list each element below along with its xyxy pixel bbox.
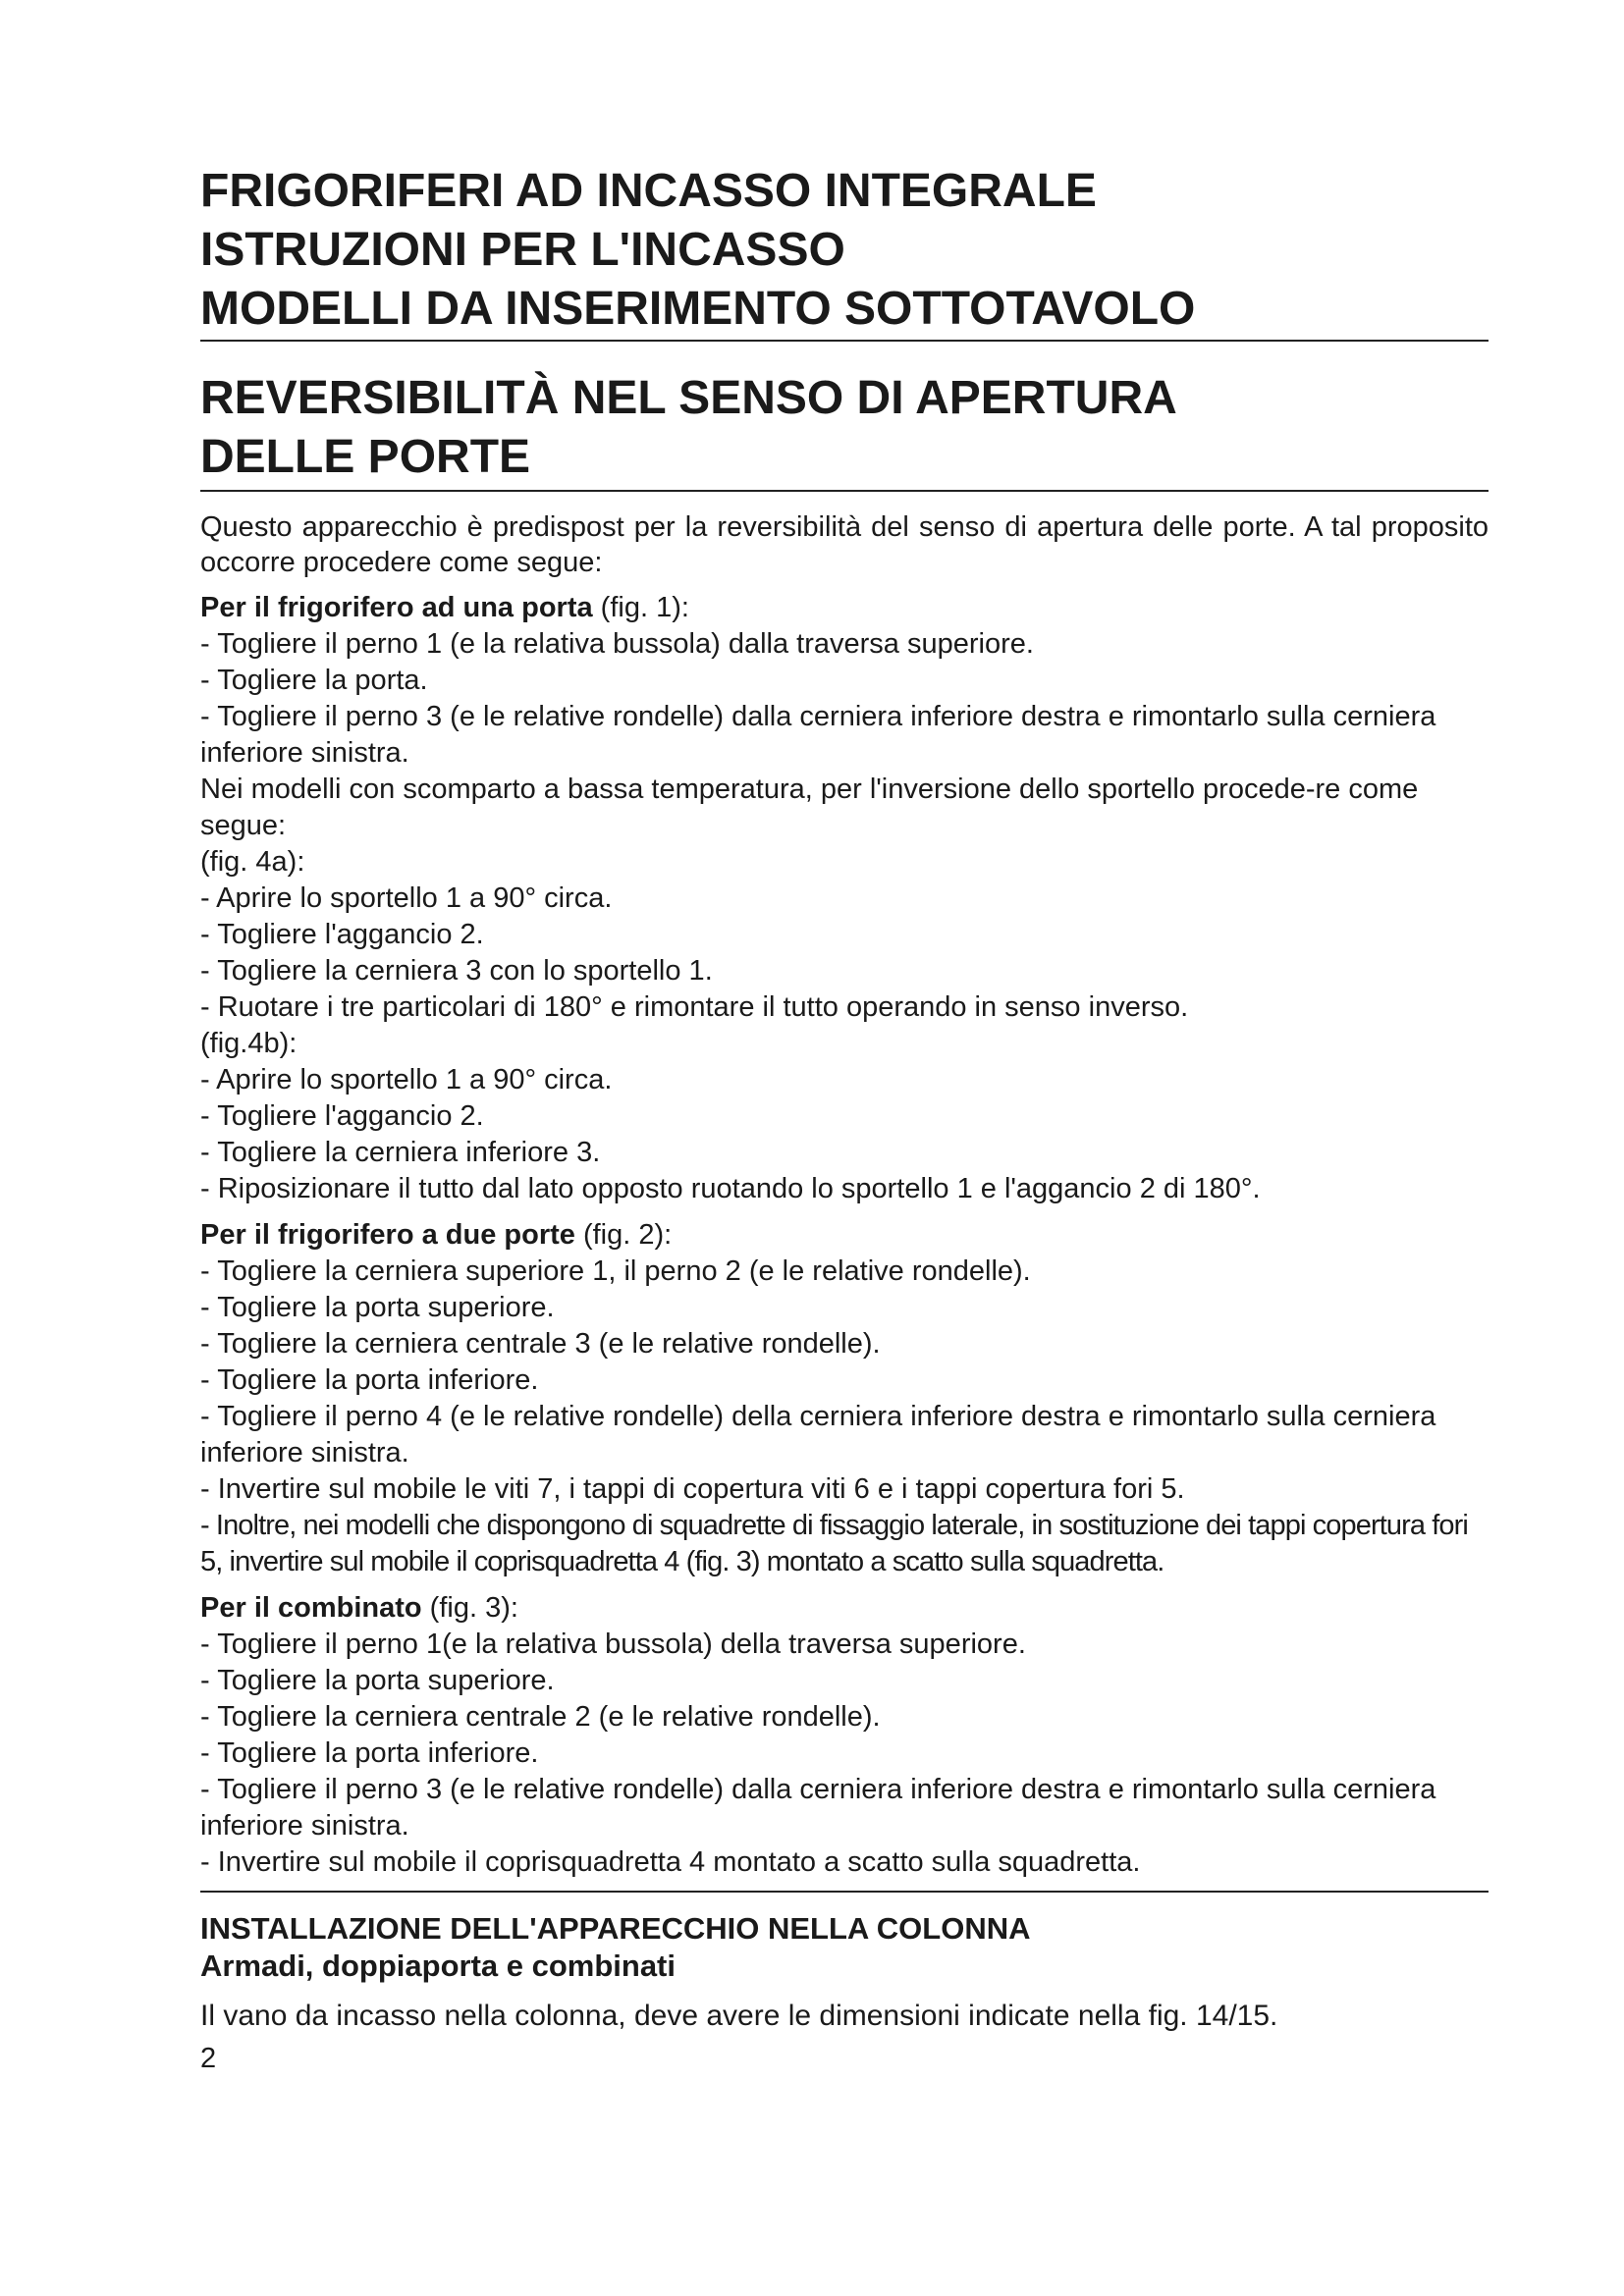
section-heading-ref: (fig. 1): xyxy=(592,592,689,623)
instruction-line: - Riposizionare il tutto dal lato opposto ruotando lo sportello 1 e l'aggancio 2 di 180°. xyxy=(200,1173,1261,1204)
title-line: MODELLI DA INSERIMENTO SOTTOTAVOLO xyxy=(200,283,1196,335)
section-title xyxy=(200,369,1489,487)
instruction-line: - Togliere il perno 1(e la relativa bussola) della traversa superiore. xyxy=(200,1629,1026,1660)
installation-divider xyxy=(200,1891,1489,1893)
section-heading-ref: (fig. 3): xyxy=(421,1592,518,1624)
instruction-line: - Togliere la porta inferiore. xyxy=(200,1737,539,1769)
section-heading-ref: (fig. 2): xyxy=(574,1219,673,1251)
instruction-line: - Togliere il perno 3 (e le relative rondelle) dalla cerniera inferiore destra e rimontarlo sulla cerniera inferiore sinistra. xyxy=(200,701,1436,769)
instruction-line: - Togliere la porta inferiore. xyxy=(200,1364,539,1396)
document-page xyxy=(200,162,1489,2075)
instruction-line: - Togliere il perno 3 (e le relative rondelle) dalla cerniera inferiore destra e rimontarlo sulla cerniera inferiore sinistra. xyxy=(200,1774,1436,1842)
section-two-doors xyxy=(200,1217,1489,1580)
instruction-line: - Togliere l'aggancio 2. xyxy=(200,1100,484,1132)
instruction-line: - Togliere la cerniera centrale 3 (e le relative rondelle). xyxy=(200,1328,881,1360)
instruction-line: (fig.4b): xyxy=(200,1028,298,1059)
instruction-line: - Togliere la porta. xyxy=(200,665,428,696)
instruction-line: - Togliere la porta superiore. xyxy=(200,1665,555,1696)
title-line: FRIGORIFERI AD INCASSO INTEGRALE xyxy=(200,165,1097,217)
instruction-line: - Togliere l'aggancio 2. xyxy=(200,919,484,950)
document-title xyxy=(200,162,1489,339)
instruction-line: - Togliere la cerniera 3 con lo sportello 1. xyxy=(200,955,713,987)
instruction-line: - Aprire lo sportello 1 a 90° circa. xyxy=(200,882,613,914)
instruction-line: - Ruotare i tre particolari di 180° e rimontare il tutto operando in senso inverso. xyxy=(200,991,1189,1023)
instruction-line: - Invertire sul mobile il coprisquadretta 4 montato a scatto sulla squadretta. xyxy=(200,1846,1141,1878)
page-number: 2 xyxy=(200,2043,217,2074)
section-title-line: REVERSIBILITÀ NEL SENSO DI APERTURA xyxy=(200,372,1177,424)
instruction-line: - Togliere il perno 1 (e la relativa bussola) dalla traversa superiore. xyxy=(200,628,1034,660)
instruction-line: - Invertire sul mobile le viti 7, i tappi di copertura viti 6 e i tappi copertura fori 5. xyxy=(200,1473,1185,1505)
section-divider xyxy=(200,490,1489,492)
instruction-line: - Togliere il perno 4 (e le relative rondelle) della cerniera inferiore destra e rimontarlo sulla cerniera inferiore sinistra. xyxy=(200,1401,1436,1468)
section-heading-bold: Per il combinato xyxy=(200,1592,422,1624)
title-line: ISTRUZIONI PER L'INCASSO xyxy=(200,224,845,276)
instruction-line: - Togliere la cerniera inferiore 3. xyxy=(200,1137,601,1168)
section-heading xyxy=(200,1217,1489,1254)
instruction-line: - Togliere la cerniera centrale 2 (e le relative rondelle). xyxy=(200,1701,881,1733)
section-one-door xyxy=(200,590,1489,1207)
instruction-line: - Togliere la porta superiore. xyxy=(200,1292,555,1323)
section-heading-bold: Per il frigorifero a due porte xyxy=(200,1219,575,1251)
instruction-line: (fig. 4a): xyxy=(200,846,305,878)
section-heading-bold: Per il frigorifero ad una porta xyxy=(200,592,593,623)
instruction-line: Nei modelli con scomparto a bassa temperatura, per l'inversione dello sportello procede-re come segue: xyxy=(200,774,1419,841)
section-combined xyxy=(200,1590,1489,1881)
instruction-line: - Inoltre, nei modelli che dispongono di squadrette di fissaggio laterale, in sostituzione dei tappi copertura fori 5, invertire sul mobile il coprisquadretta 4 (fig. 3) montato a scatto sulla squadretta. xyxy=(200,1510,1468,1577)
installation-text: Il vano da incasso nella colonna, deve avere le dimensioni indicate nella fig. 14/15. xyxy=(200,2000,1278,2032)
instruction-line: - Aprire lo sportello 1 a 90° circa. xyxy=(200,1064,613,1095)
installation-title: INSTALLAZIONE DELL'APPARECCHIO NELLA COLONNA xyxy=(200,1911,1031,1946)
section-heading xyxy=(200,1590,1489,1627)
title-divider xyxy=(200,340,1489,342)
section-heading xyxy=(200,590,1489,626)
intro-paragraph: Questo apparecchio è predispost per la reversibilità del senso di apertura delle porte. A tal proposito occorre procedere come segue: xyxy=(200,511,1489,578)
section-title-line: DELLE PORTE xyxy=(200,431,531,483)
installation-subtitle: Armadi, doppiaporta e combinati xyxy=(200,1949,676,1983)
instruction-line: - Togliere la cerniera superiore 1, il perno 2 (e le relative rondelle). xyxy=(200,1255,1031,1287)
